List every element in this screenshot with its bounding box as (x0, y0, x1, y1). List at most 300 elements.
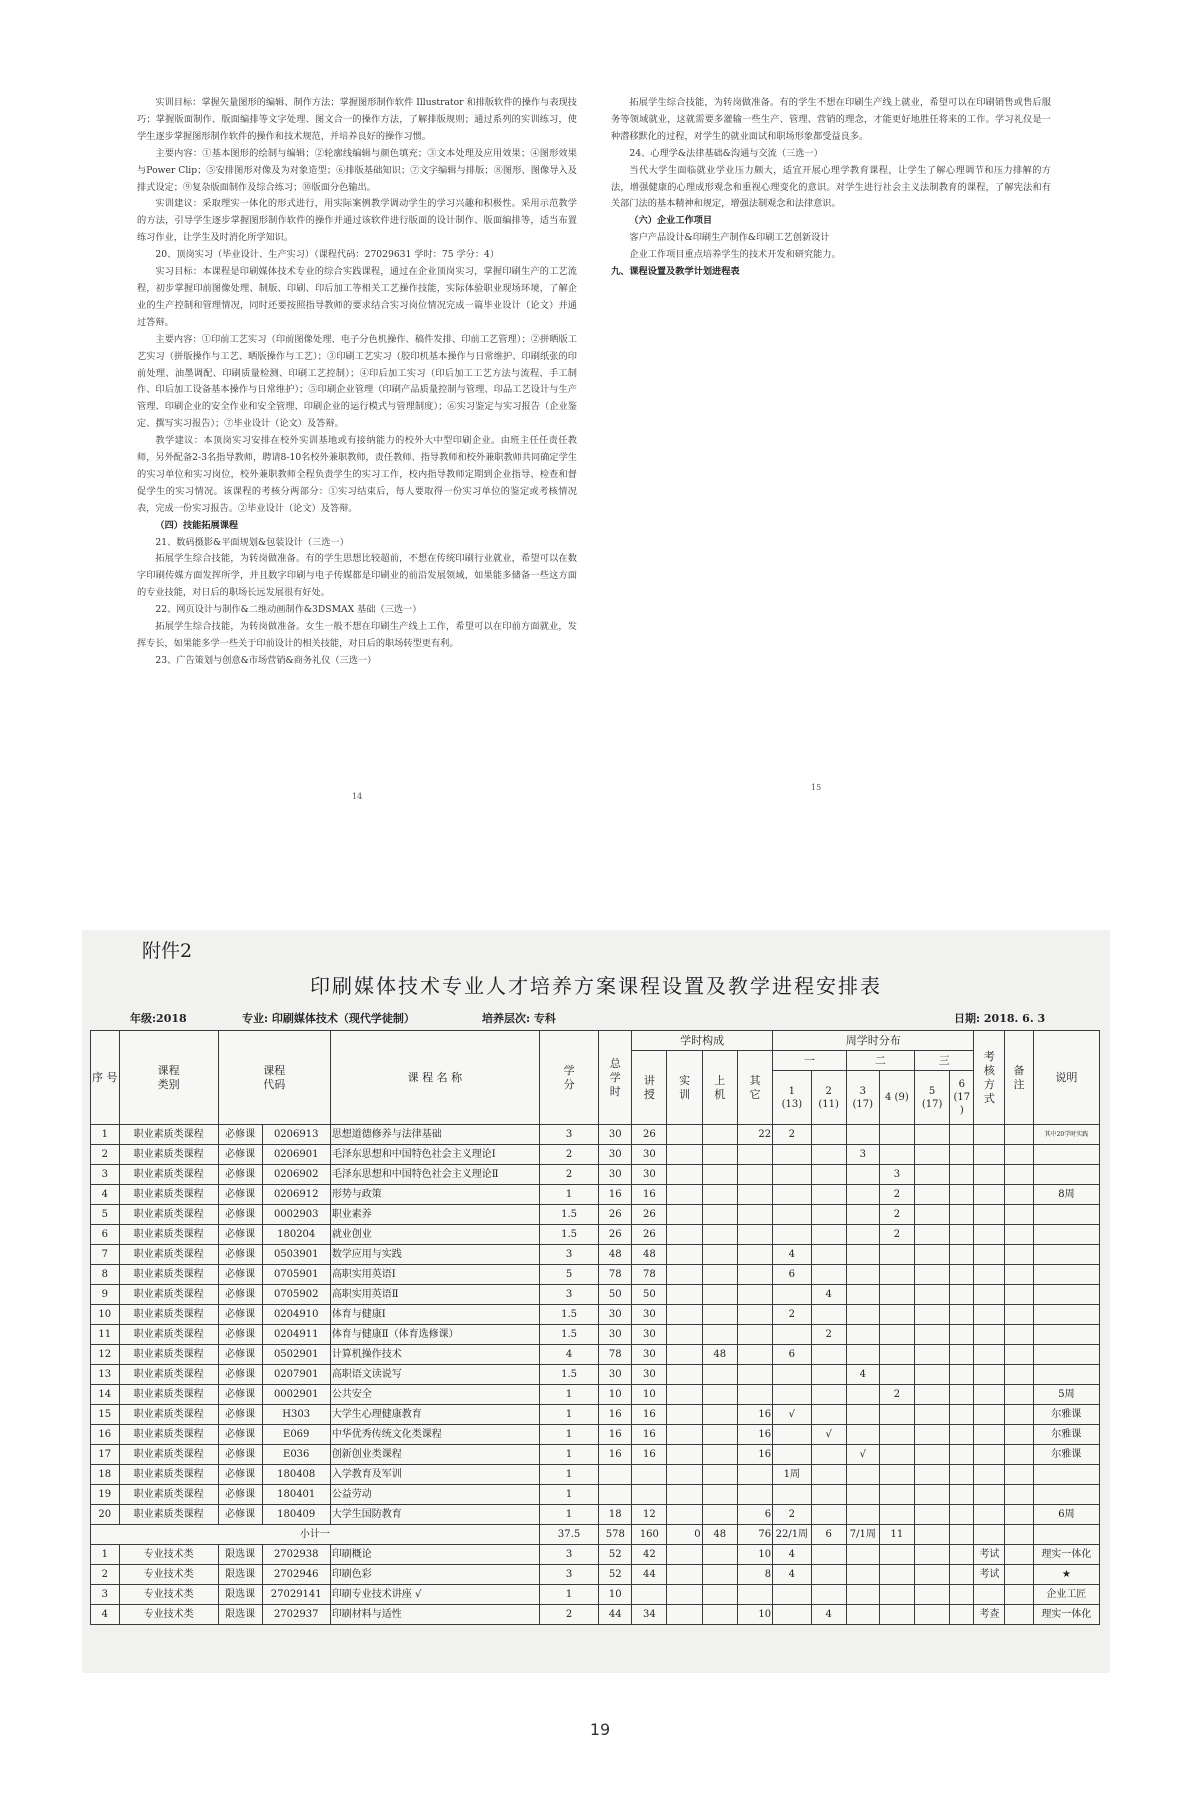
cell-exam (974, 1225, 1005, 1245)
date-label: 日期: 2018. 6. 3 (954, 1012, 1046, 1025)
cell-s6 (950, 1485, 974, 1505)
subtotal-exam (974, 1525, 1005, 1545)
subtotal-row (91, 1525, 1100, 1545)
cell-total: 16 (599, 1445, 632, 1465)
cell-s6 (950, 1165, 974, 1185)
header-sem1: 1 (13) (773, 1071, 812, 1125)
cell-category: 专业技术类 (119, 1585, 218, 1605)
cell-remark (1005, 1225, 1034, 1245)
cell-remark (1005, 1285, 1034, 1305)
cell-computer (702, 1445, 737, 1465)
cell-other (737, 1285, 772, 1305)
cell-s6 (950, 1245, 974, 1265)
cell-s6 (950, 1585, 974, 1605)
section-heading: （六）企业工作项目 (629, 215, 713, 227)
cell-s4 (879, 1605, 914, 1625)
cell-remark (1005, 1445, 1034, 1465)
cell-seq: 20 (91, 1505, 120, 1525)
cell-computer (702, 1405, 737, 1425)
cell-note (1033, 1205, 1099, 1225)
cell-name: 创新创业类课程 (330, 1445, 539, 1465)
cell-practice (667, 1425, 702, 1445)
cell-code: E069 (262, 1425, 330, 1445)
cell-code: 180204 (262, 1225, 330, 1245)
cell-credit: 1 (539, 1445, 598, 1465)
subtotal-remark (1005, 1525, 1034, 1545)
cell-s5 (914, 1565, 949, 1585)
cell-exam (974, 1505, 1005, 1525)
cell-s6 (950, 1265, 974, 1285)
cell-seq: 16 (91, 1425, 120, 1445)
cell-other: 10 (737, 1605, 772, 1625)
cell-s4 (879, 1405, 914, 1425)
cell-type: 限选课 (218, 1545, 262, 1565)
cell-lecture: 16 (632, 1445, 667, 1465)
paragraph: 20、顶岗实习（毕业设计、生产实习）（课程代码：27029631 学时：75 学分：4） (155, 249, 500, 261)
header-category: 课程 类别 (119, 1031, 218, 1125)
cell-computer (702, 1145, 737, 1165)
cell-s3 (846, 1345, 879, 1365)
cell-computer: 48 (702, 1345, 737, 1365)
cell-s6 (950, 1225, 974, 1245)
cell-s5 (914, 1125, 949, 1145)
cell-s3: √ (846, 1445, 879, 1465)
cell-type: 必修课 (218, 1185, 262, 1205)
cell-s1 (773, 1165, 812, 1185)
header-code: 课程 代码 (218, 1031, 330, 1125)
cell-other (737, 1485, 772, 1505)
cell-credit: 1.5 (539, 1325, 598, 1345)
attachment-title: 印刷媒体技术专业人才培养方案课程设置及教学进程安排表 (310, 974, 882, 998)
table-row (91, 1605, 1100, 1625)
table-row (91, 1305, 1100, 1325)
cell-s2 (811, 1125, 846, 1145)
cell-s1 (773, 1285, 812, 1305)
paragraph: 实训建议：采取理实一体化的形式进行，用实际案例教学调动学生的学习兴趣和积极性。采用示范教学的方法，引导学生逐步掌握图形制作软件的操作并通过该软件进行版面的设计制作、版面编排等，适当布置练习作业，让学生及时消化所学知识。 (137, 198, 577, 244)
cell-code: 180408 (262, 1465, 330, 1485)
cell-category: 职业素质类课程 (119, 1145, 218, 1165)
page-number-15: 15 (811, 783, 822, 792)
cell-s5 (914, 1405, 949, 1425)
cell-s6 (950, 1505, 974, 1525)
cell-s2 (811, 1365, 846, 1385)
cell-computer (702, 1605, 737, 1625)
cell-s2 (811, 1265, 846, 1285)
cell-s6 (950, 1385, 974, 1405)
cell-s3 (846, 1485, 879, 1505)
cell-other (737, 1245, 772, 1265)
cell-note: 其中20学时实践 (1033, 1125, 1099, 1145)
cell-other (737, 1185, 772, 1205)
cell-s3 (846, 1265, 879, 1285)
table-row (91, 1505, 1100, 1525)
cell-practice (667, 1505, 702, 1525)
cell-remark (1005, 1125, 1034, 1145)
cell-s5 (914, 1485, 949, 1505)
header-total-hours: 总 学 时 (599, 1031, 632, 1125)
cell-practice (667, 1285, 702, 1305)
cell-name: 思想道德修养与法律基础 (330, 1125, 539, 1145)
cell-remark (1005, 1145, 1034, 1165)
cell-s2 (811, 1505, 846, 1525)
cell-credit: 2 (539, 1605, 598, 1625)
cell-exam (974, 1485, 1005, 1505)
cell-computer (702, 1125, 737, 1145)
cell-s2 (811, 1545, 846, 1565)
cell-credit: 5 (539, 1265, 598, 1285)
paragraph: 企业工作项目重点培养学生的技术开发和研究能力。 (629, 249, 841, 261)
cell-credit: 1 (539, 1585, 598, 1605)
cell-category: 职业素质类课程 (119, 1125, 218, 1145)
cell-total: 26 (599, 1225, 632, 1245)
cell-s5 (914, 1165, 949, 1185)
cell-computer (702, 1585, 737, 1605)
cell-s3 (846, 1165, 879, 1185)
cell-category: 职业素质类课程 (119, 1505, 218, 1525)
page-number-14: 14 (352, 792, 363, 801)
cell-type: 限选课 (218, 1585, 262, 1605)
cell-s5 (914, 1205, 949, 1225)
cell-lecture: 42 (632, 1545, 667, 1565)
cell-s3 (846, 1545, 879, 1565)
cell-type: 限选课 (218, 1565, 262, 1585)
cell-total: 30 (599, 1165, 632, 1185)
cell-other: 22 (737, 1125, 772, 1145)
cell-name: 印刷色彩 (330, 1565, 539, 1585)
cell-note (1033, 1165, 1099, 1185)
cell-s1: 4 (773, 1565, 812, 1585)
cell-exam (974, 1365, 1005, 1385)
cell-credit: 1.5 (539, 1205, 598, 1225)
cell-lecture: 30 (632, 1305, 667, 1325)
cell-note (1033, 1485, 1099, 1505)
cell-s4 (879, 1265, 914, 1285)
cell-total: 50 (599, 1285, 632, 1305)
section-heading: （四）技能拓展课程 (155, 519, 239, 531)
cell-name: 高职语文读说写 (330, 1365, 539, 1385)
cell-lecture: 26 (632, 1125, 667, 1145)
major-label: 专业: 印刷媒体技术（现代学徒制） (242, 1012, 415, 1025)
cell-category: 职业素质类课程 (119, 1285, 218, 1305)
cell-total: 16 (599, 1405, 632, 1425)
cell-s3 (846, 1205, 879, 1225)
cell-s4 (879, 1145, 914, 1165)
cell-remark (1005, 1345, 1034, 1365)
cell-note (1033, 1285, 1099, 1305)
cell-seq: 13 (91, 1365, 120, 1385)
cell-s5 (914, 1145, 949, 1165)
cell-seq: 2 (91, 1565, 120, 1585)
paragraph: 21、数码摄影&平面规划&包装设计（三选一） (155, 536, 349, 548)
cell-type: 必修课 (218, 1205, 262, 1225)
table-row (91, 1565, 1100, 1585)
cell-other: 8 (737, 1565, 772, 1585)
cell-total (599, 1465, 632, 1485)
cell-s1 (773, 1425, 812, 1445)
subtotal-s4: 11 (879, 1525, 914, 1545)
cell-total: 44 (599, 1605, 632, 1625)
header-lecture: 讲 授 (632, 1051, 667, 1125)
cell-total: 30 (599, 1305, 632, 1325)
cell-s3 (846, 1325, 879, 1345)
cell-computer (702, 1325, 737, 1345)
cell-s4 (879, 1125, 914, 1145)
cell-exam (974, 1345, 1005, 1365)
cell-note (1033, 1265, 1099, 1285)
cell-total: 18 (599, 1505, 632, 1525)
cell-practice (667, 1245, 702, 1265)
grade-label: 年级:2018 (130, 1012, 187, 1025)
cell-s5 (914, 1425, 949, 1445)
header-credit: 学 分 (539, 1031, 598, 1125)
cell-exam (974, 1125, 1005, 1145)
cell-category: 职业素质类课程 (119, 1325, 218, 1345)
cell-type: 必修课 (218, 1465, 262, 1485)
cell-total: 78 (599, 1265, 632, 1285)
cell-name: 毛泽东思想和中国特色社会主义理论Ⅱ (330, 1165, 539, 1185)
section-heading: 九、课程设置及教学计划进程表 (611, 266, 740, 278)
subtotal-s5 (914, 1525, 949, 1545)
cell-s6 (950, 1565, 974, 1585)
cell-s2 (811, 1465, 846, 1485)
cell-credit: 1 (539, 1425, 598, 1445)
cell-other (737, 1305, 772, 1325)
cell-seq: 1 (91, 1545, 120, 1565)
cell-note (1033, 1325, 1099, 1345)
cell-code: 0705902 (262, 1285, 330, 1305)
cell-s4 (879, 1465, 914, 1485)
table-body (91, 1125, 1100, 1625)
paragraph: 23、广告策划与创意&市场营销&商务礼仪（三选一） (155, 654, 377, 666)
cell-name: 大学生国防教育 (330, 1505, 539, 1525)
cell-practice (667, 1265, 702, 1285)
cell-code: 0206901 (262, 1145, 330, 1165)
cell-seq: 6 (91, 1225, 120, 1245)
cell-lecture: 16 (632, 1425, 667, 1445)
cell-note: 尔雅课 (1033, 1445, 1099, 1465)
cell-computer (702, 1425, 737, 1445)
cell-name: 就业创业 (330, 1225, 539, 1245)
cell-type: 必修课 (218, 1345, 262, 1365)
cell-type: 必修课 (218, 1365, 262, 1385)
cell-s5 (914, 1265, 949, 1285)
cell-exam (974, 1265, 1005, 1285)
cell-note: 企业工匠 (1033, 1585, 1099, 1605)
cell-exam (974, 1585, 1005, 1605)
paragraph: 22、网页设计与制作&二维动画制作&3DSMAX 基础（三选一） (155, 604, 422, 616)
cell-code: 0204910 (262, 1305, 330, 1325)
cell-seq: 5 (91, 1205, 120, 1225)
cell-practice (667, 1385, 702, 1405)
header-practice: 实 训 (667, 1051, 702, 1125)
cell-s3 (846, 1185, 879, 1205)
cell-s3 (846, 1285, 879, 1305)
cell-other (737, 1345, 772, 1365)
cell-note: 5周 (1033, 1385, 1099, 1405)
cell-category: 职业素质类课程 (119, 1465, 218, 1485)
cell-name: 中华优秀传统文化类课程 (330, 1425, 539, 1445)
header-year2: 二 (846, 1051, 914, 1071)
cell-s2 (811, 1165, 846, 1185)
cell-s2 (811, 1445, 846, 1465)
paragraph: 教学建议：本顶岗实习安排在校外实训基地或有接纳能力的校外大中型印刷企业。由班主任任责任教师，另外配备2-3名指导教师，聘请8-10名校外兼职教师，责任教师、指导教师和校外兼职教师共同确定学生的实习单位和实习岗位，校外兼职教师全程负责学生的实习工作，校内指导教师定期到企业指导、检查和督促学生的实习情况。该课程的考核分两部分：①实习结束后，每人要取得一份实习单位的鉴定或考核情况表，完成一份实习报告。②毕业设计（论文）及答辩。 (137, 435, 577, 514)
cell-s1 (773, 1485, 812, 1505)
cell-s3 (846, 1605, 879, 1625)
cell-s2: √ (811, 1425, 846, 1445)
cell-seq: 3 (91, 1585, 120, 1605)
header-year3: 三 (914, 1051, 973, 1071)
header-sem2: 2 (11) (811, 1071, 846, 1125)
cell-credit: 4 (539, 1345, 598, 1365)
cell-s6 (950, 1305, 974, 1325)
cell-s2 (811, 1585, 846, 1605)
cell-total: 26 (599, 1205, 632, 1225)
cell-s5 (914, 1605, 949, 1625)
cell-s6 (950, 1145, 974, 1165)
cell-s3 (846, 1225, 879, 1245)
cell-type: 必修课 (218, 1445, 262, 1465)
cell-computer (702, 1365, 737, 1385)
cell-credit: 1.5 (539, 1365, 598, 1385)
cell-s4 (879, 1565, 914, 1585)
cell-lecture (632, 1465, 667, 1485)
cell-s2 (811, 1345, 846, 1365)
cell-s1 (773, 1585, 812, 1605)
cell-seq: 4 (91, 1185, 120, 1205)
cell-s1: 1周 (773, 1465, 812, 1485)
header-sem6: 6 (17 ) (950, 1071, 974, 1125)
cell-s2 (811, 1565, 846, 1585)
cell-type: 必修课 (218, 1305, 262, 1325)
cell-computer (702, 1485, 737, 1505)
cell-code: 0503901 (262, 1245, 330, 1265)
cell-s1: 6 (773, 1265, 812, 1285)
cell-seq: 12 (91, 1345, 120, 1365)
subtotal-s1: 22/1周 (773, 1525, 812, 1545)
cell-practice (667, 1585, 702, 1605)
cell-remark (1005, 1485, 1034, 1505)
cell-credit: 1 (539, 1505, 598, 1525)
cell-s1 (773, 1145, 812, 1165)
cell-lecture (632, 1485, 667, 1505)
cell-computer (702, 1245, 737, 1265)
cell-name: 数学应用与实践 (330, 1245, 539, 1265)
cell-practice (667, 1545, 702, 1565)
cell-s4 (879, 1245, 914, 1265)
cell-s2 (811, 1185, 846, 1205)
cell-seq: 2 (91, 1145, 120, 1165)
paragraph: 拓展学生综合技能，为转岗做准备。有的学生思想比较超前，不想在传统印刷行业就业，希望可以在数字印刷传媒方面发挥所学，并且数字印刷与电子传媒都是印刷业的前沿发展领域，如果能多储备一些这方面的专业技能，对日后的职场长远发展很有好处。 (137, 553, 577, 599)
table-row (91, 1485, 1100, 1505)
cell-credit: 3 (539, 1545, 598, 1565)
cell-category: 职业素质类课程 (119, 1385, 218, 1405)
cell-credit: 1.5 (539, 1305, 598, 1325)
header-computer: 上 机 (702, 1051, 737, 1125)
cell-s3: 3 (846, 1145, 879, 1165)
cell-s5 (914, 1345, 949, 1365)
course-schedule-table (90, 1030, 1100, 1625)
cell-s5 (914, 1505, 949, 1525)
cell-exam (974, 1245, 1005, 1265)
cell-note (1033, 1245, 1099, 1265)
cell-code: 0206902 (262, 1165, 330, 1185)
cell-credit: 1 (539, 1485, 598, 1505)
cell-s4: 2 (879, 1185, 914, 1205)
table-row (91, 1325, 1100, 1345)
cell-category: 职业素质类课程 (119, 1185, 218, 1205)
cell-s5 (914, 1225, 949, 1245)
table-row (91, 1185, 1100, 1205)
cell-s3 (846, 1385, 879, 1405)
header-seq: 序 号 (91, 1031, 120, 1125)
cell-code: H303 (262, 1405, 330, 1425)
cell-category: 职业素质类课程 (119, 1445, 218, 1465)
cell-computer (702, 1505, 737, 1525)
cell-code: 0002901 (262, 1385, 330, 1405)
cell-lecture: 10 (632, 1385, 667, 1405)
cell-s3 (846, 1125, 879, 1145)
cell-s1: √ (773, 1405, 812, 1425)
cell-s6 (950, 1285, 974, 1305)
attachment-scan (82, 930, 1110, 1673)
header-remark: 备 注 (1005, 1031, 1034, 1125)
table-row (91, 1345, 1100, 1365)
cell-exam: 考查 (974, 1605, 1005, 1625)
cell-remark (1005, 1565, 1034, 1585)
cell-remark (1005, 1425, 1034, 1445)
header-name: 课 程 名 称 (330, 1031, 539, 1125)
cell-practice (667, 1345, 702, 1365)
cell-s1 (773, 1325, 812, 1345)
paragraph: 主要内容：①印前工艺实习（印前图像处理、电子分色机操作、稿件发排、印前工艺管理）；②拼晒版工艺实习（拼版操作与工艺、晒版操作与工艺）；③印刷工艺实习（胶印机基本操作与日常维护、印刷纸张的印前处理、油墨调配、印刷质量检测、印刷工艺控制）；④印后加工实习（印后加工工艺方法与流程、手工制作、印后加工设备基本操作与日常维护）；⑤印刷企业管理（印刷产品质量控制与管理、印品工艺设计与生产管理、印刷企业的安全作业和安全管理、印刷企业的运行模式与管理制度）；⑥实习鉴定与实习报告（企业鉴定、撰写实习报告）；⑦毕业设计（论文）及答辩。 (137, 333, 577, 430)
cell-s4 (879, 1325, 914, 1345)
cell-name: 职业素养 (330, 1205, 539, 1225)
cell-type: 必修课 (218, 1505, 262, 1525)
cell-practice (667, 1325, 702, 1345)
cell-s4 (879, 1445, 914, 1465)
cell-note: 理实一体化 (1033, 1605, 1099, 1625)
cell-category: 专业技术类 (119, 1545, 218, 1565)
cell-other: 16 (737, 1445, 772, 1465)
cell-s5 (914, 1305, 949, 1325)
cell-seq: 1 (91, 1125, 120, 1145)
cell-lecture: 34 (632, 1605, 667, 1625)
cell-s4 (879, 1485, 914, 1505)
cell-other (737, 1225, 772, 1245)
cell-name: 计算机操作技术 (330, 1345, 539, 1365)
cell-other (737, 1165, 772, 1185)
cell-s3 (846, 1425, 879, 1445)
cell-note (1033, 1145, 1099, 1165)
header-sem5: 5 (17) (914, 1071, 949, 1125)
cell-note: 尔雅课 (1033, 1425, 1099, 1445)
table-row (91, 1445, 1100, 1465)
cell-s1 (773, 1225, 812, 1245)
cell-s2: 4 (811, 1605, 846, 1625)
cell-total: 30 (599, 1145, 632, 1165)
cell-name: 形势与政策 (330, 1185, 539, 1205)
cell-code: 0705901 (262, 1265, 330, 1285)
cell-s4 (879, 1505, 914, 1525)
cell-name: 印刷材料与适性 (330, 1605, 539, 1625)
cell-type: 必修课 (218, 1145, 262, 1165)
table-row (91, 1145, 1100, 1165)
cell-name: 入学教育及军训 (330, 1465, 539, 1485)
cell-lecture: 44 (632, 1565, 667, 1585)
cell-note: 理实一体化 (1033, 1545, 1099, 1565)
cell-s6 (950, 1445, 974, 1465)
cell-name: 体育与健康Ⅰ (330, 1305, 539, 1325)
